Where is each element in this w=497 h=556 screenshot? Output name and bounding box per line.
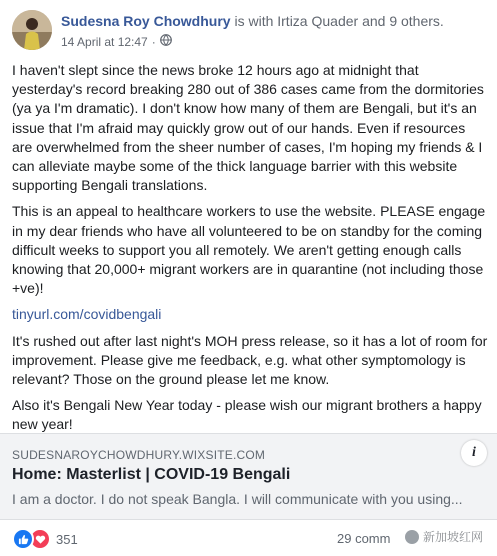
link-domain: SUDESNAROYCHOWDHURY.WIXSITE.COM	[12, 448, 266, 462]
watermark-logo-icon	[405, 530, 419, 544]
post-paragraph: I haven't slept since the news broke 12 hours ago at midnight that yesterday's record breaking 280 out of 386 cases came from the dormitories (ya ya I'm dramatic). I don't know how many of them are Bengali, but it's an issue that I'm afraid may quickly grow out of our hands. Even if resources are overwhelmed from the sheer number of cases, I'm hoping my friends & I can alleviate maybe some of the thick language barrier with this website supporting Bengali translations.	[12, 62, 484, 194]
post-meta	[61, 34, 172, 49]
tagged-with-text[interactable]: is with Irtiza Quader and 9 others.	[234, 13, 444, 29]
post-header	[12, 10, 492, 52]
post-paragraph: It's rushed out after last night's MOH press release, so it has a lot of room for improvement. Please give me feedback, e.g. what other symptomology is relevant? Those on the ground please let me know.	[12, 332, 488, 388]
reactions-summary[interactable]	[12, 528, 78, 550]
globe-icon[interactable]	[160, 34, 172, 49]
author-line	[61, 13, 444, 29]
post-link[interactable]: tinyurl.com/covidbengali	[12, 306, 162, 323]
link-description: I am a doctor. I do not speak Bangla. I will communicate with you using...	[12, 491, 463, 507]
post-paragraph: Also it's Bengali New Year today - please wish our migrant brothers a happy new year!	[12, 397, 482, 433]
meta-separator: ·	[151, 34, 156, 49]
reaction-count: 351	[56, 531, 78, 547]
watermark	[405, 528, 483, 545]
author-avatar[interactable]	[12, 10, 52, 50]
link-title[interactable]: Home: Masterlist | COVID-19 Bengali	[12, 466, 291, 483]
link-preview-card[interactable]	[0, 433, 497, 520]
watermark-text: 新加坡红网	[423, 530, 484, 544]
info-icon[interactable]: i	[461, 440, 487, 466]
post-paragraph: This is an appeal to healthcare workers to use the website. PLEASE engage in my dear friends who have all volunteered to be on standby for the coming difficult weeks to support you all remotely. We aren't getting enough calls knowing that 20,000+ migrant workers are in quarantine (not including those +ve)!	[12, 203, 486, 297]
post-text	[12, 61, 488, 442]
post-footer	[12, 528, 492, 550]
comments-count[interactable]: 29 comm	[337, 531, 391, 546]
like-icon	[12, 528, 34, 550]
author-name[interactable]: Sudesna Roy Chowdhury	[61, 13, 231, 29]
post-timestamp[interactable]: 14 April at 12:47	[61, 34, 148, 49]
